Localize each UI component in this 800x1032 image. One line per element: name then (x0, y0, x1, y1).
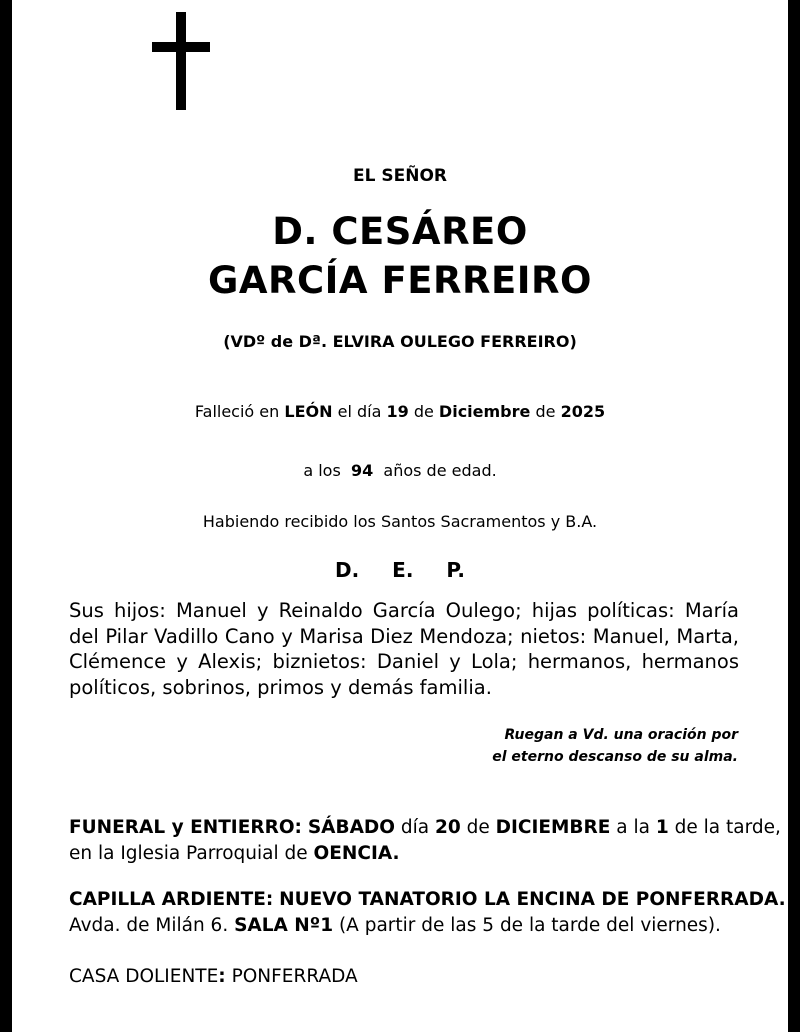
house-value: PONFERRADA (231, 966, 358, 987)
prayer-request (338, 724, 738, 768)
death-text: de (535, 402, 556, 421)
funeral-text: de (466, 817, 490, 838)
chapel-label: CAPILLA ARDIENTE (69, 889, 266, 910)
age-text: a los (303, 461, 341, 480)
death-day: 19 (386, 402, 409, 421)
widow-note: (VDº de Dª. ELVIRA OULEGO FERREIRO) (223, 332, 577, 351)
funeral-day: 20 (435, 817, 461, 838)
dep-abbreviation: D. E. P. (335, 558, 465, 582)
sacraments-note: Habiendo recibido los Santos Sacramentos y B.A. (202, 512, 598, 531)
chapel-room: SALA Nº1 (234, 915, 334, 936)
funeral-place: OENCIA. (313, 843, 400, 864)
family-paragraph: Sus hijos: Manuel y Reinaldo García Oulego; hijas políticas: María del Pilar Vadillo Cano y Marisa Diez Mendoza; nietos: Manuel, Marta, Clémence y Alexis; biznietos: Daniel y Lola; hermanos, hermanos políticos, sobrinos, primos y demás familia. (69, 599, 739, 699)
funeral-label: FUNERAL y ENTIERRO: (69, 817, 302, 838)
funeral-hour: 1 (655, 817, 669, 838)
age-statement (0, 461, 800, 480)
death-year: 2025 (560, 402, 606, 421)
death-text: el día (337, 402, 382, 421)
funeral-line1 (69, 815, 781, 841)
death-text: de (413, 402, 434, 421)
death-text: Falleció en (194, 402, 280, 421)
age-value: 94 (350, 461, 374, 480)
funeral-text: de la tarde, (674, 817, 781, 838)
deceased-name-line2: GARCÍA FERREIRO (208, 259, 592, 302)
chapel-info (69, 887, 786, 939)
deceased-title: EL SEÑOR (353, 166, 447, 186)
funeral-month: DICIEMBRE (495, 817, 611, 838)
funeral-text: en la Iglesia Parroquial de (69, 843, 308, 864)
funeral-weekday: SÁBADO (307, 817, 395, 838)
funeral-line2 (69, 841, 759, 867)
chapel-colon: : (265, 889, 274, 910)
death-statement (0, 402, 800, 421)
mourning-house (69, 964, 759, 990)
chapel-venue: NUEVO TANATORIO LA ENCINA DE PONFERRADA. (279, 889, 786, 910)
chapel-address: Avda. de Milán 6. (69, 915, 229, 936)
funeral-text: a la (616, 817, 650, 838)
house-colon: : (218, 966, 226, 987)
house-label: CASA DOLIENTE (69, 966, 219, 987)
prayer-line1: Ruegan a Vd. una oración por (504, 727, 738, 743)
chapel-line1 (69, 887, 786, 913)
chapel-line2 (69, 913, 759, 939)
latin-cross-icon (152, 12, 210, 110)
funeral-text: día (400, 817, 430, 838)
funeral-info (69, 815, 781, 867)
death-place: LEÓN (284, 402, 333, 421)
age-text: años de edad. (383, 461, 497, 480)
chapel-note: (A partir de las 5 de la tarde del viernes). (338, 915, 721, 936)
deceased-name-line1: D. CESÁREO (272, 210, 528, 253)
death-month: Diciembre (438, 402, 531, 421)
prayer-line2: el eterno descanso de su alma. (492, 749, 738, 765)
